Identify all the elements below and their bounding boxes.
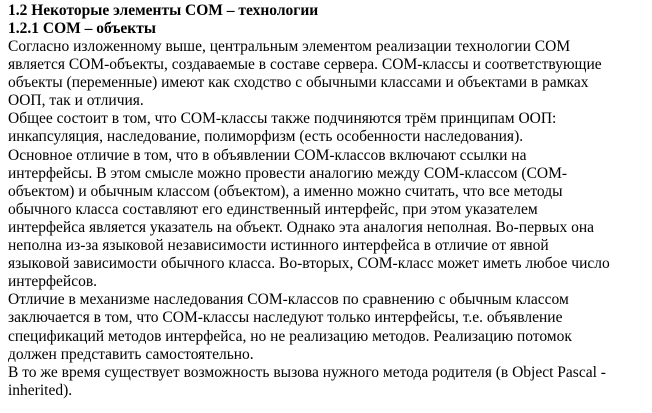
text-line: Согласно изложенному выше, центральным элементом реализации технологии COM: [8, 38, 571, 55]
text-line: объекты (переменные) имеют как сходство с обычными классами и объектами в рамках: [8, 74, 589, 92]
text-line: заключается в том, что COM-классы наследуют только интерфейсы, т.е. объявление: [8, 309, 563, 327]
text-line: спецификаций методов интерфейса, но не реализацию методов. Реализацию потомок: [8, 327, 572, 345]
text-line: объектом) и обычным классом (объектом), а именно можно считать, что все методы: [8, 182, 563, 200]
text-line: интерфейсов.: [8, 273, 98, 291]
text-line: inherited).: [8, 381, 73, 399]
text-line: является COM-объекты, создаваемые в составе сервера. COM-классы и соответствующие: [8, 56, 602, 74]
text-line: должен представить самостоятельно.: [8, 345, 254, 363]
text-line: обычного класса составляют его единственный интерфейс, при этом указателем: [8, 200, 538, 218]
text-line: Основное отличие в том, что в объявлении COM-классов включают ссылки на: [8, 146, 527, 164]
paragraph-main-difference: [8, 147, 648, 292]
text-line: В то же время существует возможность вызова нужного метода родителя (в Object Pascal -: [8, 363, 606, 381]
paragraph-parent-call: [8, 364, 648, 400]
text-line: интерфейса является указатель на объект. Однако эта аналогия неполная. Во-первых она: [8, 218, 594, 236]
text-line: инкапсуляция, наследование, полиморфизм (есть особенности наследования).: [8, 128, 524, 146]
text-line: Отличие в механизме наследования COM-классов по сравнению с обычным классом: [8, 291, 569, 309]
text-line: неполна из-за языковой независимости истинного интерфейса в отличие от явной: [8, 237, 549, 255]
text-line: языковой зависимости обычного класса. Во-вторых, COM-класс может иметь любое число: [8, 255, 610, 273]
subsection-heading: 1.2.1 COM – объекты: [8, 20, 156, 37]
paragraph-intro: [8, 38, 648, 110]
paragraph-common: [8, 110, 648, 146]
document-page: [8, 2, 648, 400]
text-line: Общее состоит в том, что COM-классы также подчиняются трём принципам ООП:: [8, 110, 557, 128]
paragraph-inheritance: [8, 291, 648, 363]
section-heading: 1.2 Некоторые элементы COM – технологии: [8, 2, 319, 19]
text-line: интерфейсы. В этом смысле можно провести аналогию между COM-классом (COM-: [8, 164, 568, 182]
text-line: ООП, так и отличия.: [8, 92, 144, 110]
